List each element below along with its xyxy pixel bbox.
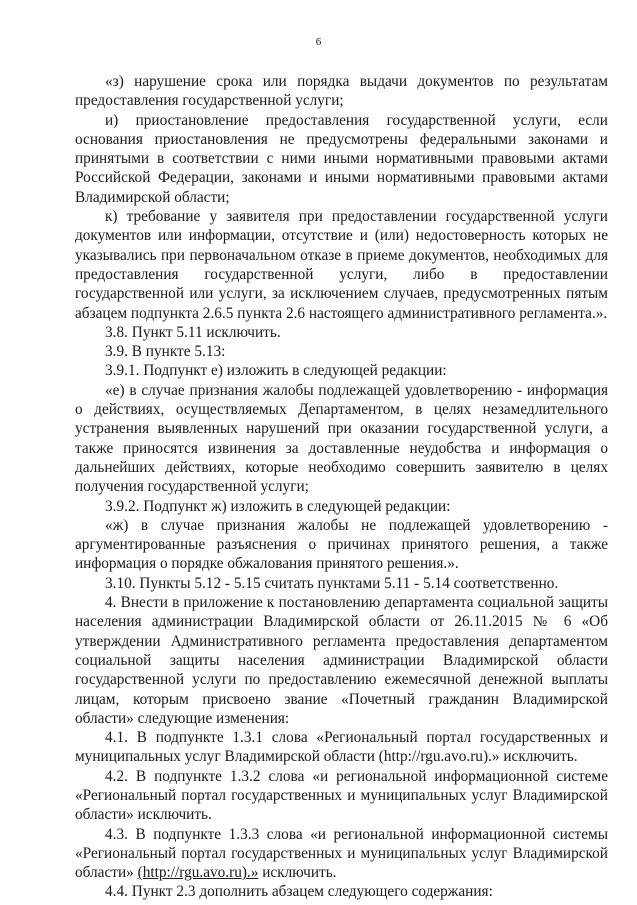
page-number: 6	[315, 36, 322, 48]
paragraph-4: 4. Внести в приложение к постановлению департамента социальной защиты населения администрации Владимирской области от 26.11.2015 № 6 «Об утверждении Административного регламента предоставления департаментом социальной защиты населения администрации Владимирской области государственной услуги по предоставлению ежемесячной денежной выплаты лицам, которым присвоено звание «Почетный гражданин Владимирской области» следующие изменения:	[75, 594, 608, 727]
paragraph-4-3-tail: исключить.	[258, 864, 337, 882]
paragraph-3-9: 3.9. В пункте 5.13:	[105, 343, 226, 361]
paragraph-e: «е) в случае признания жалобы подлежащей удовлетворению - информация о действиях, осуществляемых Департаментом, в целях незамедлительного устранения выявленных нарушений при оказании государственной услуги, а также приносятся извинения за доставленные неудобства и информация о дальнейших действиях, которые необходимо совершить заявителю в целях получения государственной услуги;	[75, 381, 608, 496]
paragraph-4-3-text: 4.3. В подпункте 1.3.3 слова «и региональной информационной системы «Региональный портал государственных и муниципальных услуг Владимирской области»	[75, 825, 608, 882]
paragraph-zh: «ж) в случае признания жалобы не подлежащей удовлетворению - аргументированные разъяснения о причинах принятого решения, а также информация о порядке обжалования принятого решения.».	[75, 516, 608, 573]
paragraph-k: к) требование у заявителя при предоставлении государственной услуги документов или информации, отсутствие и (или) недостоверность которых не указывались при первоначальном отказе в приеме документов, необходимых для предоставления государственной услуги, либо в предоставлении государственной или услуги, за исключением случаев, предусмотренных пятым абзацем подпункта 2.6.5 пункта 2.6 настоящего административного регламента.».	[75, 208, 608, 322]
portal-link[interactable]: (http://rgu.avo.ru).»	[137, 864, 259, 882]
document-body	[75, 72, 608, 902]
paragraph-4-1: 4.1. В подпункте 1.3.1 слова «Региональный портал государственных и муниципальных услуг Владимирской области (http://rgu.avo.ru).» исключить.	[75, 729, 608, 766]
paragraph-3-8: 3.8. Пункт 5.11 исключить.	[105, 323, 281, 341]
paragraph-3-10: 3.10. Пункты 5.12 - 5.15 считать пунктами 5.11 - 5.14 соответственно.	[105, 574, 559, 592]
paragraph-4-3	[75, 825, 608, 883]
paragraph-3-9-2: 3.9.2. Подпункт ж) изложить в следующей редакции:	[105, 497, 451, 515]
paragraph-z: «з) нарушение срока или порядка выдачи документов по результатам предоставления государственной услуги;	[75, 73, 608, 110]
paragraph-3-9-1: 3.9.1. Подпункт е) изложить в следующей редакции:	[105, 362, 447, 380]
paragraph-4-2: 4.2. В подпункте 1.3.2 слова «и региональной информационной системе «Региональный портал государственных и муниципальных услуг Владимирской области» исключить.	[75, 767, 608, 824]
paragraph-i: и) приостановление предоставления государственной услуги, если основания приостановления не предусмотрены федеральными законами и принятыми в соответствии с ними иными нормативными правовыми актами Российской Федерации, законами и иными нормативными правовыми актами Владимирской области;	[75, 111, 608, 206]
paragraph-4-4: 4.4. Пункт 2.3 дополнить абзацем следующего содержания:	[105, 883, 493, 901]
